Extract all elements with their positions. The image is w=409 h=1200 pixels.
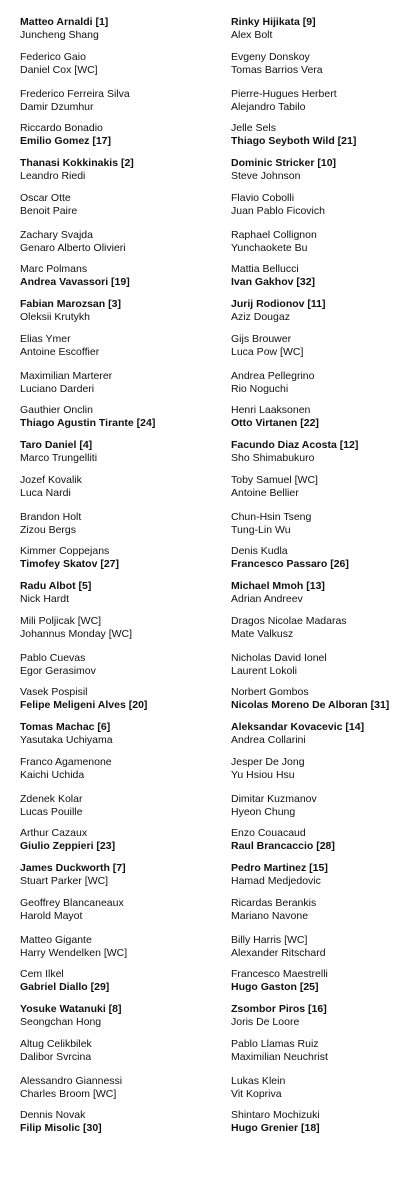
match-pair: [20, 1075, 122, 1101]
match-pair: [20, 721, 113, 747]
player-name: Mili Poljicak [WC]: [20, 615, 102, 627]
seeded-player-name: Matteo Arnaldi [1]: [20, 16, 109, 28]
player-name: Riccardo Bonadio: [20, 122, 103, 134]
match-pair: [20, 122, 111, 148]
player-name: Zizou Bergs: [20, 524, 77, 536]
player-name: Damir Dzumhur: [20, 101, 94, 113]
player-name: Marc Polmans: [20, 263, 88, 275]
match-pair: [231, 652, 327, 678]
player-name: Shintaro Mochizuki: [231, 1109, 320, 1121]
player-name: Maximilian Marterer: [20, 370, 113, 382]
seeded-player-name: Raul Brancaccio [28]: [231, 840, 335, 852]
player-name: Jozef Kovalik: [20, 474, 82, 486]
draw-section: [20, 862, 220, 1003]
player-name: Raphael Collignon: [231, 229, 317, 241]
player-name: Pablo Llamas Ruiz: [231, 1038, 319, 1050]
match-pair: [231, 1109, 320, 1135]
match-pair: [231, 404, 319, 430]
player-name: Oleksii Krutykh: [20, 311, 91, 323]
player-name: Kaichi Uchida: [20, 769, 85, 781]
draw-column-right: [231, 16, 407, 1144]
seeded-player-name: Filip Misolic [30]: [20, 1122, 102, 1134]
player-name: Francesco Maestrelli: [231, 968, 328, 980]
player-name: Nicholas David Ionel: [231, 652, 327, 664]
player-name: Brandon Holt: [20, 511, 82, 523]
match-pair: [20, 652, 96, 678]
match-pair: [20, 474, 82, 500]
match-pair: [20, 897, 124, 923]
player-name: Franco Agamenone: [20, 756, 112, 768]
match-pair: [20, 968, 109, 994]
player-name: Toby Samuel [WC]: [231, 474, 318, 486]
player-name: Dragos Nicolae Madaras: [231, 615, 347, 627]
player-name: Marco Trungelliti: [20, 452, 98, 464]
match-pair: [20, 793, 82, 819]
player-name: Luca Pow [WC]: [231, 346, 304, 358]
match-pair: [20, 580, 91, 606]
draw-section: [231, 157, 407, 298]
seeded-player-name: Rinky Hijikata [9]: [231, 16, 316, 28]
draw-section: [20, 1003, 220, 1144]
draw-section: [20, 298, 220, 439]
player-name: Zdenek Kolar: [20, 793, 83, 805]
player-name: Mate Valkusz: [231, 628, 294, 640]
player-name: Jelle Sels: [231, 122, 276, 134]
match-pair: [231, 474, 318, 500]
seeded-player-name: Otto Virtanen [22]: [231, 417, 319, 429]
match-pair: [20, 827, 115, 853]
player-name: Nick Hardt: [20, 593, 70, 605]
match-pair: [231, 122, 356, 148]
player-name: Lukas Klein: [231, 1075, 286, 1087]
seeded-player-name: Thiago Seyboth Wild [21]: [231, 135, 357, 147]
player-name: Pierre-Hugues Herbert: [231, 88, 337, 100]
player-name: Andrea Pellegrino: [231, 370, 315, 382]
match-pair: [231, 16, 316, 42]
match-pair: [231, 721, 364, 747]
match-pair: [231, 686, 389, 712]
seeded-player-name: Radu Albot [5]: [20, 580, 92, 592]
player-name: Elias Ymer: [20, 333, 71, 345]
player-name: Andrea Collarini: [231, 734, 306, 746]
match-pair: [20, 934, 127, 960]
player-name: Harold Mayot: [20, 910, 83, 922]
match-pair: [231, 897, 316, 923]
player-name: Jesper De Jong: [231, 756, 305, 768]
match-pair: [231, 298, 326, 324]
match-pair: [20, 16, 108, 42]
player-name: Luciano Darderi: [20, 383, 95, 395]
player-name: Laurent Lokoli: [231, 665, 297, 677]
player-name: Henri Laaksonen: [231, 404, 311, 416]
player-name: Altug Celikbilek: [20, 1038, 92, 1050]
player-name: Denis Kudla: [231, 545, 288, 557]
match-pair: [20, 229, 126, 255]
seeded-player-name: Taro Daniel [4]: [20, 439, 93, 451]
player-name: Alex Bolt: [231, 29, 273, 41]
match-pair: [20, 1038, 92, 1064]
player-name: Matteo Gigante: [20, 934, 92, 946]
player-name: Benoit Paire: [20, 205, 78, 217]
match-pair: [20, 1109, 102, 1135]
player-name: Lucas Pouille: [20, 806, 83, 818]
player-name: Pablo Cuevas: [20, 652, 86, 664]
player-name: Tomas Barrios Vera: [231, 64, 323, 76]
player-name: Mattia Bellucci: [231, 263, 299, 275]
match-pair: [231, 1075, 285, 1101]
match-pair: [231, 827, 335, 853]
player-name: Harry Wendelken [WC]: [20, 947, 128, 959]
match-pair: [20, 370, 112, 396]
player-name: Gijs Brouwer: [231, 333, 292, 345]
seeded-player-name: Ivan Gakhov [32]: [231, 276, 316, 288]
match-pair: [231, 157, 336, 183]
match-pair: [20, 51, 98, 77]
player-name: Mariano Navone: [231, 910, 309, 922]
match-pair: [20, 686, 147, 712]
player-name: Juncheng Shang: [20, 29, 99, 41]
draw-section: [231, 439, 407, 580]
match-pair: [231, 793, 317, 819]
draw-section: [20, 439, 220, 580]
seeded-player-name: Michael Mmoh [13]: [231, 580, 325, 592]
match-pair: [231, 511, 311, 537]
player-name: Enzo Couacaud: [231, 827, 306, 839]
player-name: Egor Gerasimov: [20, 665, 96, 677]
player-name: Evgeny Donskoy: [231, 51, 310, 63]
draw-section: [231, 721, 407, 862]
player-name: Flavio Cobolli: [231, 192, 295, 204]
player-name: Steve Johnson: [231, 170, 301, 182]
seeded-player-name: Giulio Zeppieri [23]: [20, 840, 116, 852]
player-name: Kimmer Coppejans: [20, 545, 110, 557]
seeded-player-name: Zsombor Piros [16]: [231, 1003, 327, 1015]
match-pair: [231, 615, 347, 641]
player-name: Leandro Riedi: [20, 170, 86, 182]
seeded-player-name: Tomas Machac [6]: [20, 721, 111, 733]
player-name: Frederico Ferreira Silva: [20, 88, 130, 100]
player-name: Sho Shimabukuro: [231, 452, 315, 464]
player-name: Stuart Parker [WC]: [20, 875, 109, 887]
player-name: Tung-Lin Wu: [231, 524, 291, 536]
player-name: Alejandro Tabilo: [231, 101, 306, 113]
player-name: Yasutaka Uchiyama: [20, 734, 113, 746]
player-name: Vit Kopriva: [231, 1088, 282, 1100]
match-pair: [20, 263, 130, 289]
player-name: Juan Pablo Ficovich: [231, 205, 325, 217]
player-name: Oscar Otte: [20, 192, 71, 204]
player-name: Hamad Medjedovic: [231, 875, 321, 887]
match-pair: [20, 298, 121, 324]
seeded-player-name: Francesco Passaro [26]: [231, 558, 349, 570]
match-pair: [20, 545, 119, 571]
seeded-player-name: James Duckworth [7]: [20, 862, 126, 874]
player-name: Hyeon Chung: [231, 806, 296, 818]
match-pair: [20, 615, 132, 641]
player-name: Arthur Cazaux: [20, 827, 88, 839]
match-pair: [20, 157, 134, 183]
seeded-player-name: Andrea Vavassori [19]: [20, 276, 130, 288]
player-name: Norbert Gombos: [231, 686, 309, 698]
draw-column-left: [20, 16, 220, 1144]
match-pair: [20, 192, 77, 218]
draw-section: [231, 16, 407, 157]
player-name: Adrian Andreev: [231, 593, 303, 605]
match-pair: [231, 580, 325, 606]
seeded-player-name: Jurij Rodionov [11]: [231, 298, 326, 310]
draw-section: [20, 721, 220, 862]
seeded-player-name: Hugo Gaston [25]: [231, 981, 319, 993]
match-pair: [20, 333, 99, 359]
seeded-player-name: Gabriel Diallo [29]: [20, 981, 110, 993]
player-name: Billy Harris [WC]: [231, 934, 308, 946]
draw-section: [231, 862, 407, 1003]
match-pair: [231, 333, 303, 359]
player-name: Genaro Alberto Olivieri: [20, 242, 126, 254]
player-name: Dalibor Svrcina: [20, 1051, 92, 1063]
match-pair: [231, 229, 317, 255]
match-pair: [231, 1003, 327, 1029]
player-name: Seongchan Hong: [20, 1016, 102, 1028]
match-pair: [231, 1038, 328, 1064]
match-pair: [231, 756, 305, 782]
player-name: Alexander Ritschard: [231, 947, 326, 959]
player-name: Dimitar Kuzmanov: [231, 793, 317, 805]
match-pair: [20, 756, 112, 782]
player-name: Gauthier Onclin: [20, 404, 93, 416]
seeded-player-name: Nicolas Moreno De Alboran [31]: [231, 699, 390, 711]
seeded-player-name: Emilio Gomez [17]: [20, 135, 112, 147]
seeded-player-name: Thanasi Kokkinakis [2]: [20, 157, 134, 169]
player-name: Joris De Loore: [231, 1016, 300, 1028]
player-name: Vasek Pospisil: [20, 686, 88, 698]
player-name: Rio Noguchi: [231, 383, 289, 395]
player-name: Johannus Monday [WC]: [20, 628, 133, 640]
seeded-player-name: Timofey Skatov [27]: [20, 558, 120, 570]
draw-section: [20, 580, 220, 721]
match-pair: [20, 511, 81, 537]
player-name: Dennis Novak: [20, 1109, 86, 1121]
player-name: Alessandro Giannessi: [20, 1075, 123, 1087]
player-name: Antoine Escoffier: [20, 346, 100, 358]
seeded-player-name: Aleksandar Kovacevic [14]: [231, 721, 365, 733]
player-name: Antoine Bellier: [231, 487, 299, 499]
player-name: Yunchaokete Bu: [231, 242, 308, 254]
draw-section: [20, 157, 220, 298]
seeded-player-name: Thiago Agustin Tirante [24]: [20, 417, 156, 429]
player-name: Geoffrey Blancaneaux: [20, 897, 124, 909]
match-pair: [231, 192, 325, 218]
player-name: Cem Ilkel: [20, 968, 64, 980]
seeded-player-name: Hugo Grenier [18]: [231, 1122, 320, 1134]
match-pair: [231, 263, 315, 289]
player-name: Luca Nardi: [20, 487, 71, 499]
match-pair: [20, 1003, 122, 1029]
player-name: Chun-Hsin Tseng: [231, 511, 312, 523]
match-pair: [231, 370, 314, 396]
player-name: Yu Hsiou Hsu: [231, 769, 295, 781]
seeded-player-name: Yosuke Watanuki [8]: [20, 1003, 122, 1015]
seeded-player-name: Pedro Martinez [15]: [231, 862, 328, 874]
match-pair: [231, 51, 323, 77]
player-name: Daniel Cox [WC]: [20, 64, 98, 76]
player-name: Charles Broom [WC]: [20, 1088, 117, 1100]
match-pair: [231, 439, 358, 465]
player-name: Maximilian Neuchrist: [231, 1051, 328, 1063]
draw-section: [231, 1003, 407, 1144]
match-pair: [20, 88, 130, 114]
seeded-player-name: Fabian Marozsan [3]: [20, 298, 121, 310]
match-pair: [231, 968, 328, 994]
player-name: Ricardas Berankis: [231, 897, 317, 909]
player-name: Federico Gaio: [20, 51, 86, 63]
match-pair: [20, 862, 126, 888]
player-name: Zachary Svajda: [20, 229, 93, 241]
player-name: Aziz Dougaz: [231, 311, 290, 323]
seeded-player-name: Facundo Diaz Acosta [12]: [231, 439, 359, 451]
seeded-player-name: Felipe Meligeni Alves [20]: [20, 699, 148, 711]
seeded-player-name: Dominic Stricker [10]: [231, 157, 337, 169]
match-pair: [20, 404, 155, 430]
match-pair: [20, 439, 97, 465]
match-pair: [231, 88, 337, 114]
match-pair: [231, 545, 349, 571]
match-pair: [231, 934, 326, 960]
draw-section: [231, 580, 407, 721]
draw-section: [231, 298, 407, 439]
match-pair: [231, 862, 328, 888]
draw-section: [20, 16, 220, 157]
